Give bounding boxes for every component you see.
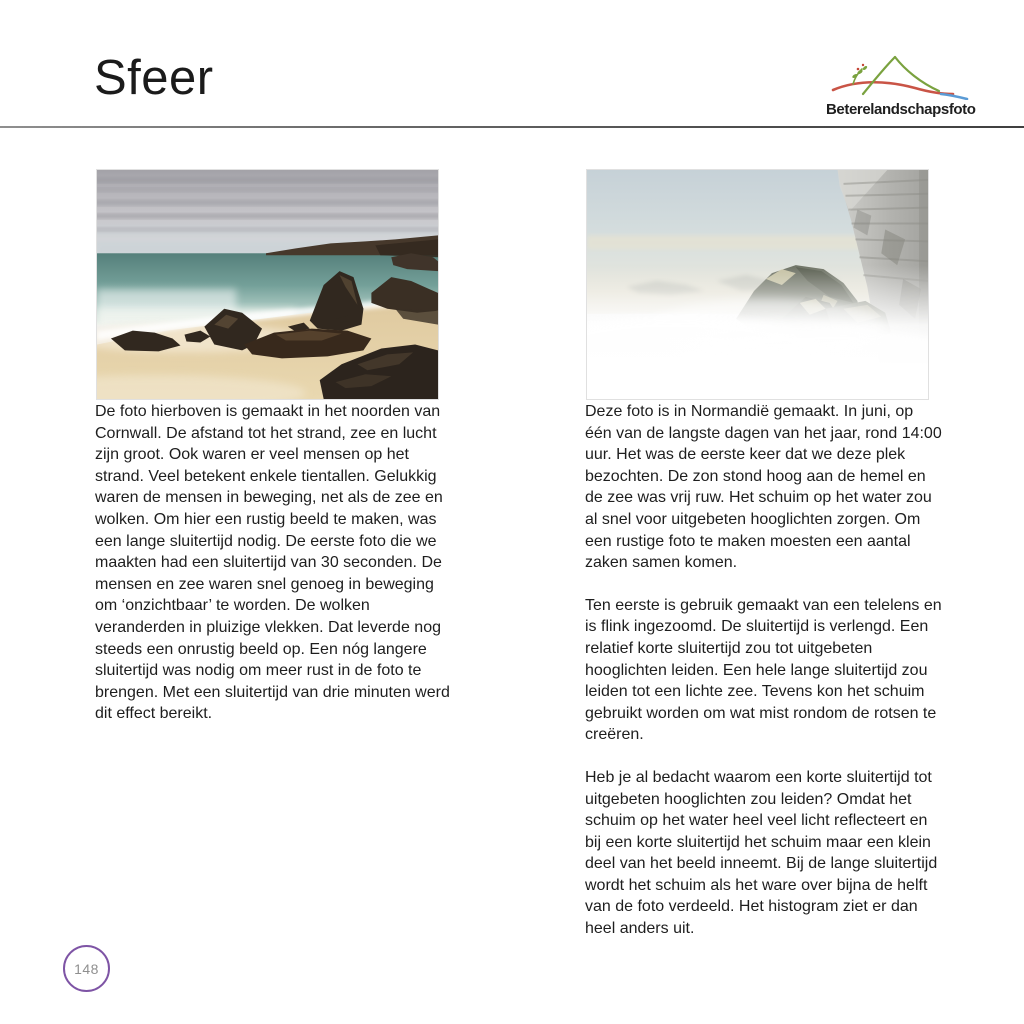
body-paragraph: Heb je al bedacht waarom een korte sluitertijd tot uitgebeten hooglichten zou leiden? Omdat het schuim op het water heel veel licht reflecteert en bij een korte sluitertijd het schuim maar een klein deel van het beeld inneemt. Bij de lange sluitertijd wordt het schuim als het ware over bijna de helft van de foto verdeeld. Het histogram ziet er dan heel anders uit. [585,768,938,938]
logo-text: Beterelandschapsfoto [826,101,976,118]
body-paragraph: De foto hierboven is gemaakt in het noorden van Cornwall. De afstand tot het strand, zee en lucht zijn groot. Ook waren er veel mensen op het strand. Veel betekent enkele tientallen. Gelukkig waren de mensen in beweging, net als de zee en wolken. Om hier een rustig beeld te maken, was een lange sluitertijd nodig. De eerste foto die we maakten had een sluitertijd van 30 seconden. De mensen en zee waren snel genoeg in beweging om ‘onzichtbaar’ te worden. De wolken veranderden in pluizige vlekken. Dat leverde nog steeds een onrustig beeld op. Een nóg langere sluitertijd was nodig om meer rust in de foto te brengen. Met een sluitertijd van drie minuten werd dit effect bereikt. [95,403,450,723]
right-text-column [585,401,944,961]
page-number-badge [63,945,110,992]
body-paragraph: Ten eerste is gebruik gemaakt van een telelens en is flink ingezoomd. De sluitertijd is verlengd. Een relatief korte sluitertijd zou tot uitgebeten hooglichten leiden. Een hele lange sluitertijd zou leiden tot een lichte zee. Tevens kon het schuim gebruikt worden om wat mist rondom de rotsen te creëren. [585,596,942,744]
logo-mountain-icon [829,50,969,100]
body-paragraph: Deze foto is in Normandië gemaakt. In juni, op één van de langste dagen van het jaar, rond 14:00 uur. Het was de eerste keer dat we deze plek bezochten. De zon stond hoog aan de hemel en de zee was vrij ruw. Het schuim op het water zou al snel voor uitgebeten hooglichten zorgen. Om een rustige foto te maken moesten een aantal zaken samen komen. [585,403,942,572]
logo [826,50,976,118]
cornwall-beach-photo [96,169,439,400]
page-title: Sfeer [94,51,214,105]
header-divider [0,126,1024,128]
normandy-cliff-photo [586,169,929,400]
page-number: 148 [74,960,99,977]
cornwall-beach-illustration [97,170,438,399]
normandy-cliff-illustration [587,170,928,399]
left-text-column [95,401,454,746]
